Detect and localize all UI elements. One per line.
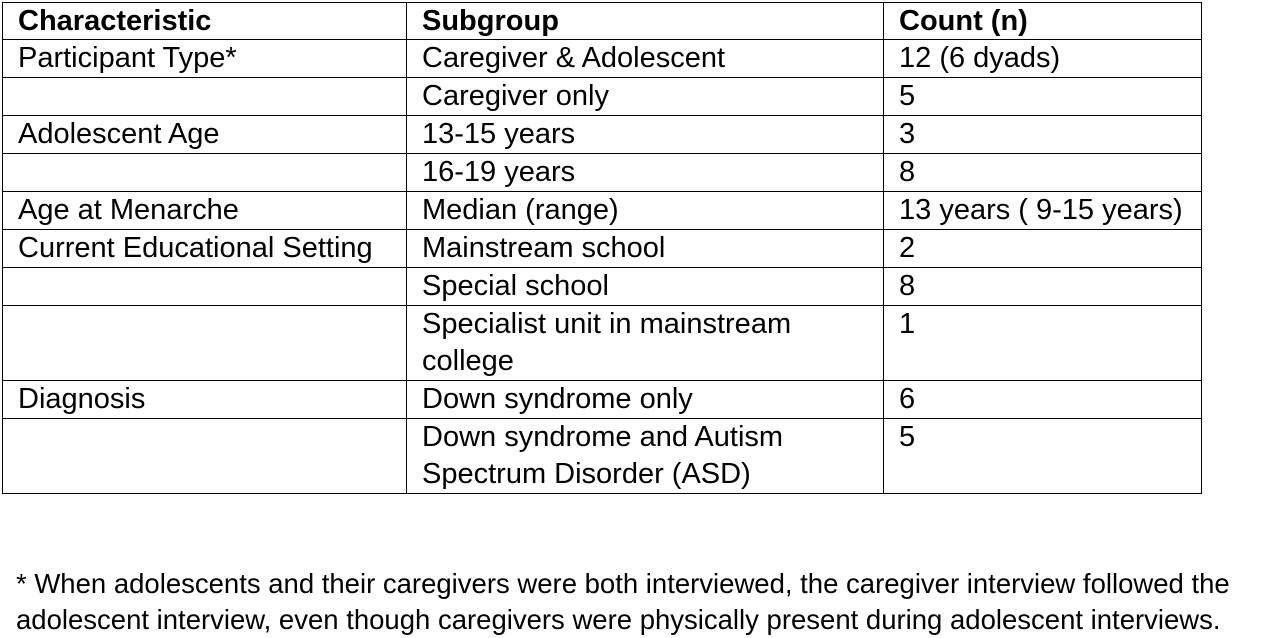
footnote-line: * When adolescents and their caregivers were both interviewed, the caregiver interview followed the: [16, 568, 1230, 599]
cell-characteristic: Adolescent Age: [3, 116, 407, 154]
cell-count: 2: [884, 230, 1202, 268]
cell-count: 8: [884, 268, 1202, 306]
cell-characteristic: Diagnosis: [3, 381, 407, 419]
cell-count: 5: [884, 78, 1202, 116]
cell-characteristic: [3, 78, 407, 116]
cell-count: 12 (6 dyads): [884, 40, 1202, 78]
cell-characteristic: Current Educational Setting: [3, 230, 407, 268]
table-row: [3, 154, 1202, 192]
table-footnote: [16, 566, 1280, 638]
cell-count: 6: [884, 381, 1202, 419]
cell-characteristic: [3, 268, 407, 306]
cell-characteristic: Participant Type*: [3, 40, 407, 78]
cell-characteristic: [3, 419, 407, 494]
cell-subgroup: Specialist unit in mainstream college: [407, 306, 884, 381]
cell-subgroup: Median (range): [407, 192, 884, 230]
cell-subgroup: 16-19 years: [407, 154, 884, 192]
table-row: [3, 40, 1202, 78]
cell-subgroup: 13-15 years: [407, 116, 884, 154]
characteristics-table-container: [2, 2, 1201, 494]
cell-subgroup: Down syndrome only: [407, 381, 884, 419]
header-subgroup: Subgroup: [407, 3, 884, 40]
cell-count: 5: [884, 419, 1202, 494]
table-row: [3, 78, 1202, 116]
table-row: [3, 306, 1202, 381]
cell-count: 1: [884, 306, 1202, 381]
cell-count: 3: [884, 116, 1202, 154]
table-header-row: [3, 3, 1202, 40]
cell-subgroup: Caregiver & Adolescent: [407, 40, 884, 78]
table-row: [3, 381, 1202, 419]
table-row: [3, 419, 1202, 494]
cell-subgroup: Mainstream school: [407, 230, 884, 268]
header-characteristic: Characteristic: [3, 3, 407, 40]
cell-subgroup: Caregiver only: [407, 78, 884, 116]
cell-count: 8: [884, 154, 1202, 192]
header-count: Count (n): [884, 3, 1202, 40]
cell-count: 13 years ( 9-15 years): [884, 192, 1202, 230]
characteristics-table: [2, 2, 1202, 494]
cell-subgroup: Down syndrome and Autism Spectrum Disorder (ASD): [407, 419, 884, 494]
table-row: [3, 116, 1202, 154]
table-row: [3, 192, 1202, 230]
cell-characteristic: [3, 306, 407, 381]
table-row: [3, 230, 1202, 268]
cell-subgroup: Special school: [407, 268, 884, 306]
footnote-line: adolescent interview, even though caregivers were physically present during adolescent interviews.: [16, 604, 1221, 635]
table-row: [3, 268, 1202, 306]
cell-characteristic: [3, 154, 407, 192]
cell-characteristic: Age at Menarche: [3, 192, 407, 230]
